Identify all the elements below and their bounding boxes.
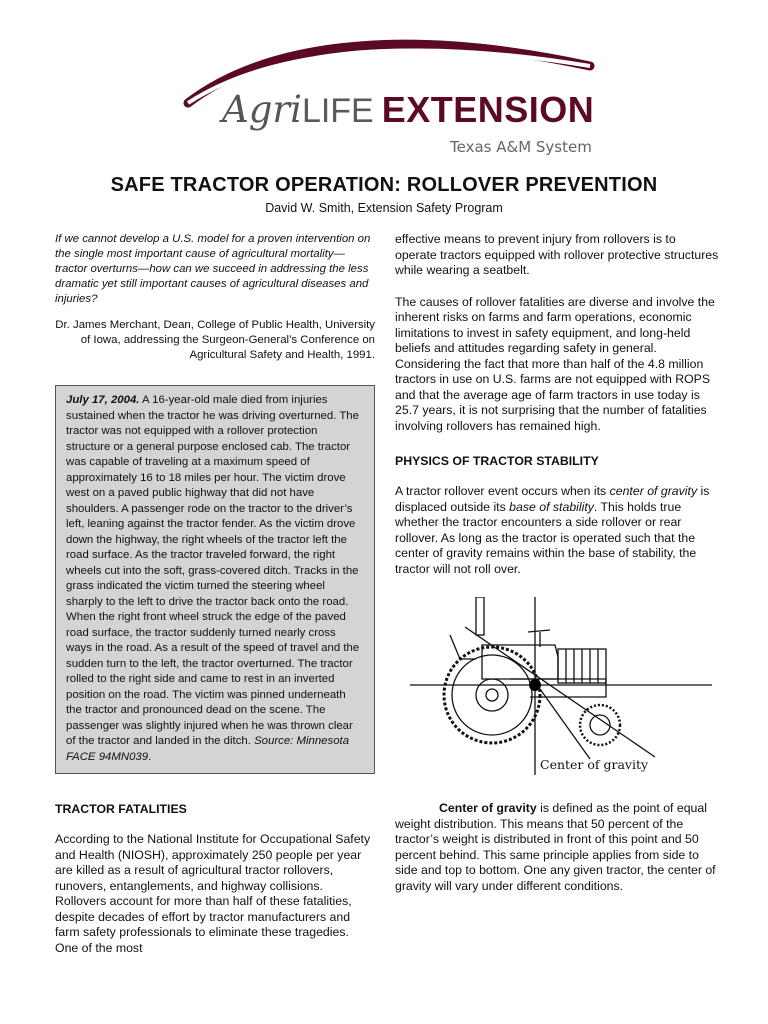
continuation-paragraph: effective means to prevent injury from rollovers is to operate tractors equipped with rollover protective structures while wearing a seatbelt.	[395, 232, 719, 277]
left-column	[55, 232, 375, 956]
agrilife-logo	[160, 28, 620, 163]
logo-extension: EXTENSION	[381, 89, 595, 130]
byline: David W. Smith, Extension Safety Program	[265, 201, 503, 215]
center-of-gravity-definition: is defined as the point of equal weight distribution. This means that 50 percent of the tractor’s weight is distributed in front of this point and 50 percent behind. This same principle applies from side to side and top to bottom. One any given tractor, the center of gravity will vary under different conditions.	[395, 801, 716, 893]
center-of-gravity-term: center of gravity	[609, 484, 698, 498]
epigraph-quote: If we cannot develop a U.S. model for a proven intervention on the single most important cause of agricultural mortality—tractor overturns—how can we succeed in addressing the less dramatic yet still important causes of agricultural diseases and injuries?	[55, 233, 371, 305]
right-column	[395, 232, 720, 894]
physics-text-2: is displaced outside its	[395, 484, 710, 514]
case-report-box	[55, 385, 375, 774]
physics-heading: PHYSICS OF TRACTOR STABILITY	[395, 454, 599, 468]
diagram-label: Center of gravity	[540, 757, 649, 772]
physics-text-1: A tractor rollover event occurs when its	[395, 484, 610, 498]
center-of-gravity-marker	[529, 679, 541, 691]
center-of-gravity-paragraph	[395, 801, 720, 894]
base-of-stability-term: base of stability	[509, 499, 594, 514]
center-of-gravity-heading: Center of gravity	[439, 801, 537, 815]
case-source: Source: Minnesota FACE 94MN039	[66, 735, 350, 763]
physics-paragraph	[395, 484, 720, 577]
tractor-diagram	[390, 597, 720, 787]
case-text: A 16-year-old male died from injuries sustained when the tractor he was driving overturned. The tractor was not equipped with a rollover protection structure or a general purpose enclosed cab. The tractor was capable of traveling at a maximum speed of approximately 16 to 18 miles per hour. The victim drove west on a paved public highway that did not have shoulders. A passenger rode on the tractor to the driver’s left, leaning against the tractor fender. As the victim drove down the highway, the right wheels of the tractor left the road surface. As the tractor traveled forward, the right wheels cut into the soft, grass-covered ditch. Tracks in the grass indicated the victim turned the steering wheel sharply to the left to drive the tractor back onto the road. When the right front wheel struck the edge of the paved road surface, the tractor suddenly turned nearly cross ways in the road. As a result of the speed of travel and the sudden turn to the left, the tractor overturned. The tractor rolled to the right side and came to rest in an inverted position on the road. The victim was pinned underneath the tractor and pronounced dead on the scene. The passenger was slightly injured when he was thrown clear of the tractor and landed in the ditch.	[66, 394, 360, 747]
page-title: SAFE TRACTOR OPERATION: ROLLOVER PREVENTION	[110, 174, 658, 196]
case-date: July 17, 2004.	[66, 394, 140, 406]
logo-life: LIFE	[301, 92, 374, 130]
logo-agri: Agri	[222, 88, 302, 131]
quote-attribution: Dr. James Merchant, Dean, College of Public Health, University of Iowa, addressing the Surgeon-General’s Conference on Agricultural Safety and Health, 1991.	[55, 319, 375, 361]
causes-paragraph: The causes of rollover fatalities are diverse and involve the inherent risks on farms and farm operations, economic limitations to invest in safety equipment, and long-held beliefs and attitudes regarding safety in general. Considering the fact that more than half of the 4.8 million tractors in use on U.S. farms are not equipped with ROPS and that the average age of farm tractors in use today is 25.7 years, it is not surprising that the number of fatalities involving rollovers has remained high.	[395, 294, 715, 433]
fatalities-heading: TRACTOR FATALITIES	[55, 802, 187, 816]
logo-wordmark	[222, 88, 594, 133]
case-source-end: .	[148, 750, 152, 763]
logo-subtitle: Texas A&M System	[450, 138, 592, 156]
fatalities-paragraph: According to the National Institute for Occupational Safety and Health (NIOSH), approximately 250 people per year are killed as a result of agricultural tractor rollovers, runovers, entanglements, and highway collisions. Rollovers account for more than half of these fatalities, despite decades of effort by tractor manufacturers and farm safety professionals to eliminate these tragedies. One of the most	[55, 832, 371, 955]
physics-text-3: . This holds true whether the tractor encounters a side rollover or rear rollover. As long as the tractor is operated such that the center of gravity remains within the base of stability, the tractor will not roll over.	[395, 499, 697, 576]
